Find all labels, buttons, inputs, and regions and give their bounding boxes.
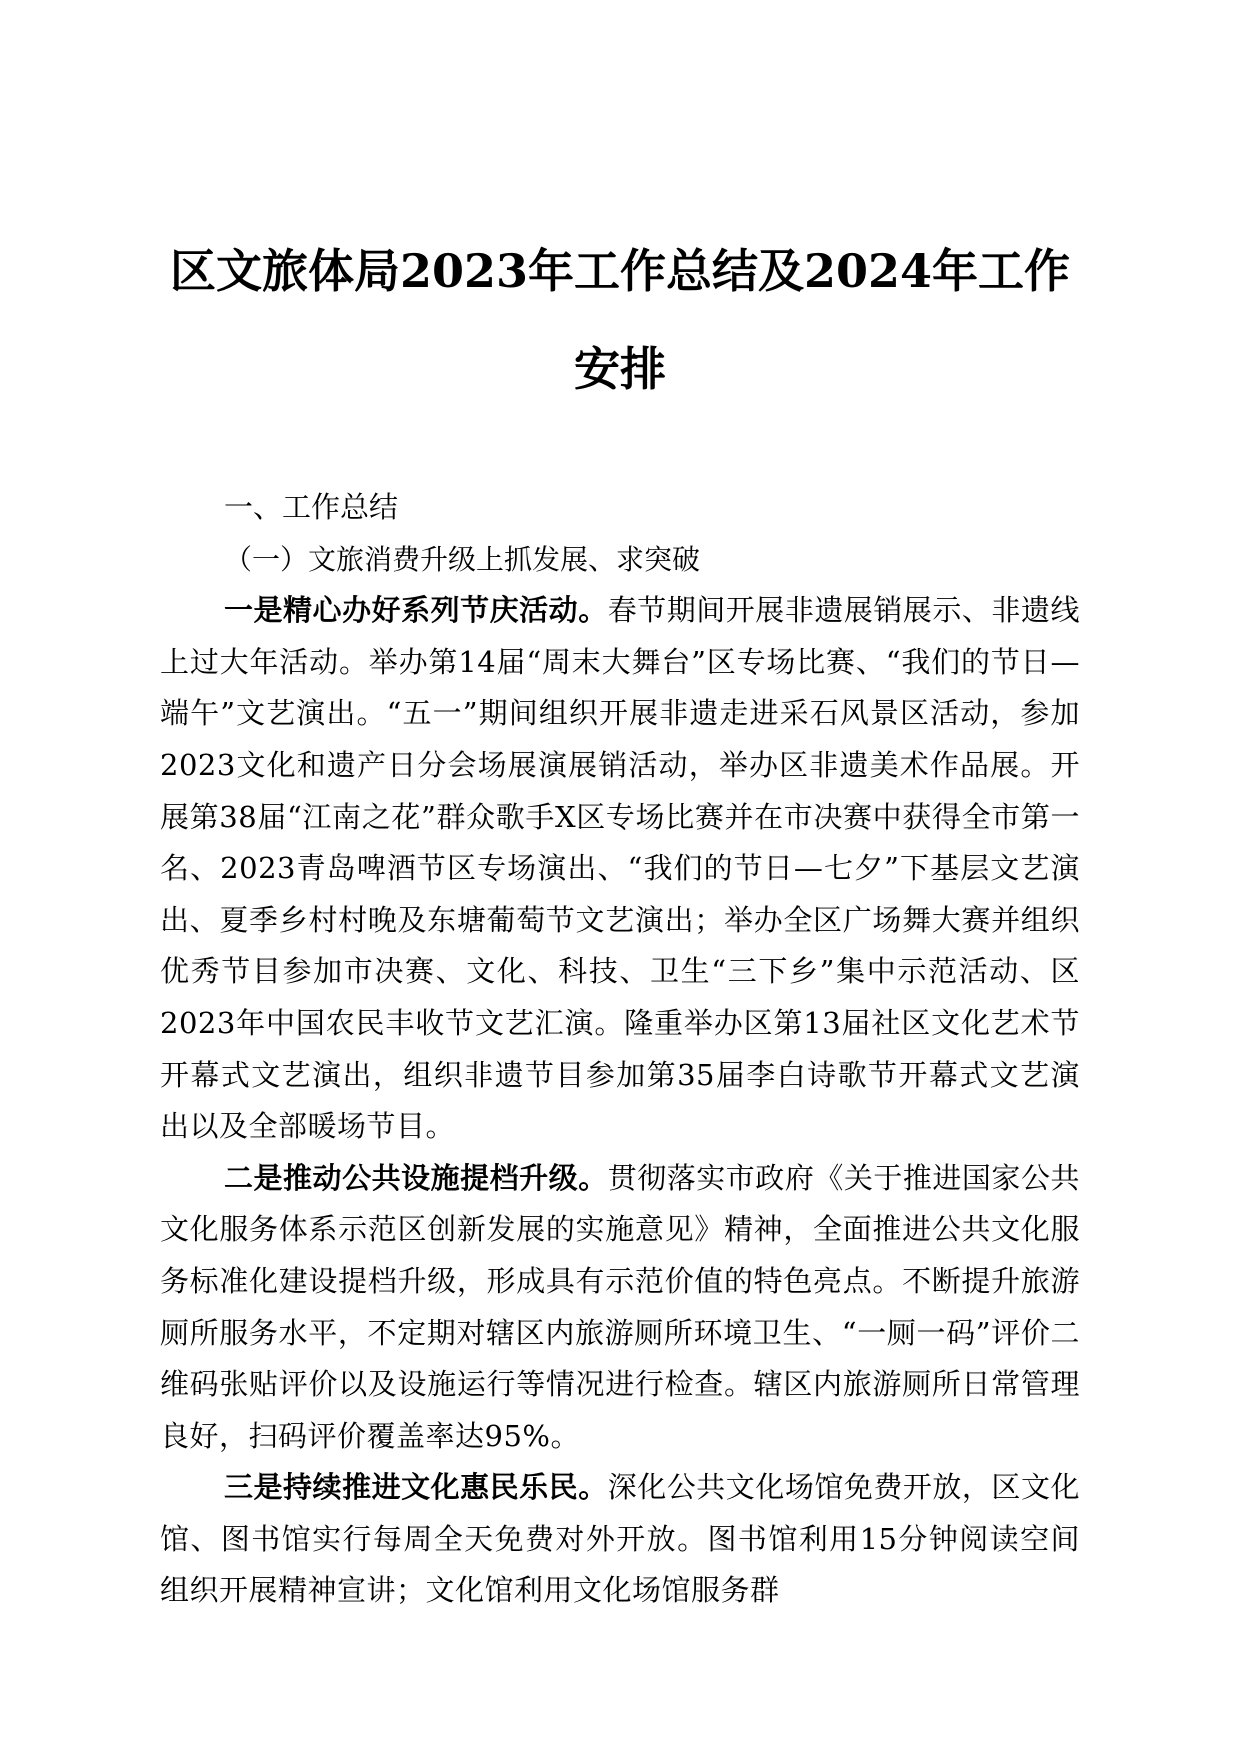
document-body — [160, 482, 1080, 1617]
paragraph-public-facilities — [160, 1153, 1080, 1463]
paragraph-text: 深化公共文化场馆免费开放，区文化馆、图书馆实行每周全天免费对外开放。图书馆利用15分钟阅读空间组织开展精神宣讲；文化馆利用文化场馆服务群 — [160, 1470, 1080, 1608]
paragraph-lead: 一是精心办好系列节庆活动。 — [224, 593, 608, 628]
paragraph-text: 贯彻落实市政府《关于推进国家公共文化服务体系示范区创新发展的实施意见》精神，全面推进公共文化服务标准化建设提档升级，形成具有示范价值的特色亮点。不断提升旅游厕所服务水平，不定期对辖区内旅游厕所环境卫生、“一厕一码”评价二维码张贴评价以及设施运行等情况进行检查。辖区内旅游厕所日常管理良好，扫码评价覆盖率达95%。 — [160, 1160, 1080, 1453]
paragraph-cultural-benefits — [160, 1462, 1080, 1617]
paragraph-festival-activities — [160, 585, 1080, 1153]
paragraph-lead: 三是持续推进文化惠民乐民。 — [224, 1470, 608, 1505]
document-title: 区文旅体局2023年工作总结及2024年工作安排 — [169, 244, 1071, 396]
subsection-heading: （一）文旅消费升级上抓发展、求突破 — [224, 542, 701, 576]
paragraph-text: 春节期间开展非遗展销展示、非遗线上过大年活动。举办第14届“周末大舞台”区专场比赛、“我们的节日—端午”文艺演出。“五一”期间组织开展非遗走进采石风景区活动，参加2023文化和遗产日分会场展演展销活动，举办区非遗美术作品展。开展第38届“江南之花”群众歌手X区专场比赛并在市决赛中获得全市第一名、2023青岛啤酒节区专场演出、“我们的节日—七夕”下基层文艺演出、夏季乡村村晚及东塘葡萄节文艺演出；举办全区广场舞大赛并组织优秀节目参加市决赛、文化、科技、卫生“三下乡”集中示范活动、区2023年中国农民丰收节文艺汇演。隆重举办区第13届社区文化艺术节开幕式文艺演出，组织非遗节目参加第35届李白诗歌节开幕式文艺演出以及全部暖场节目。 — [160, 593, 1080, 1144]
section-heading: 一、工作总结 — [224, 490, 399, 524]
paragraph-lead: 二是推动公共设施提档升级。 — [224, 1160, 608, 1195]
